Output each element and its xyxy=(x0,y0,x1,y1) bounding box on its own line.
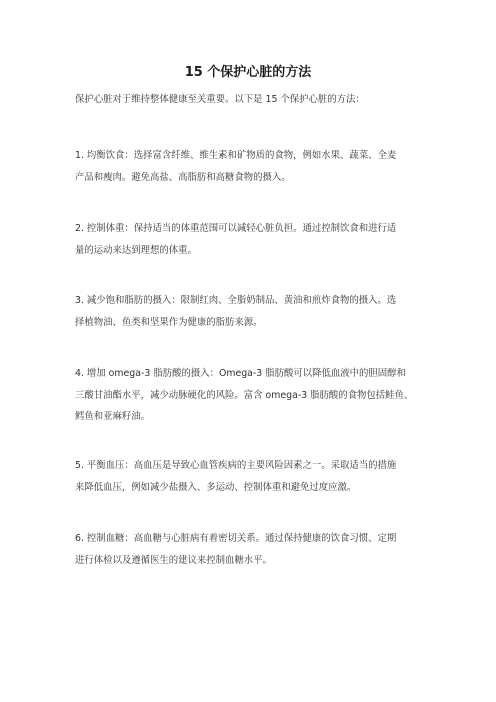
intro-paragraph: 保护心脏对于维持整体健康至关重要。以下是 15 个保护心脏的方法： xyxy=(75,94,365,105)
list-item-line: 6. 控制血糖：高血糖与心脏病有着密切关系。通过保持健康的饮食习惯、定期 xyxy=(75,533,397,544)
list-item-line: 择植物油、鱼类和坚果作为健康的脂肪来源。 xyxy=(75,316,263,328)
list-item-line: 5. 平衡血压：高血压是导致心血管疾病的主要风险因素之一。采取适当的措施 xyxy=(75,460,397,471)
document-title: 15 个保护心脏的方法 xyxy=(184,65,312,80)
list-item-1 xyxy=(75,145,425,188)
list-item-line: 进行体检以及遵循医生的建议来控制血糖水平。 xyxy=(75,554,272,566)
list-item-line: 4. 增加 omega-3 脂肪酸的摄入：Omega-3 脂肪酸可以降低血液中的胆固醇和 xyxy=(75,368,406,379)
list-item-5 xyxy=(75,455,425,498)
list-item-line: 3. 减少饱和脂肪的摄入：限制红肉、全脂奶制品、黄油和煎炸食物的摄入。选 xyxy=(75,295,397,306)
list-item-line: 2. 控制体重：保持适当的体重范围可以减轻心脏负担。通过控制饮食和进行适 xyxy=(75,223,397,234)
list-item-line: 来降低血压，例如减少盐摄入、多运动、控制体重和避免过度应激。 xyxy=(75,481,357,493)
list-item-line: 产品和瘦肉。避免高盐、高脂肪和高糖食物的摄入。 xyxy=(75,171,291,183)
list-item-3 xyxy=(75,290,425,333)
list-item-line: 1. 均衡饮食：选择富含纤维、维生素和矿物质的食物，例如水果、蔬菜、全麦 xyxy=(75,150,397,161)
list-item-line: 量的运动来达到理想的体重。 xyxy=(75,244,197,256)
list-item-line: 鳕鱼和亚麻籽油。 xyxy=(75,411,151,422)
list-item-4 xyxy=(75,363,425,428)
list-item-2 xyxy=(75,218,425,261)
list-item-line: 三酸甘油酯水平，减少动脉硬化的风险。富含 omega-3 脂肪酸的食物包括鲑鱼、 xyxy=(75,389,414,401)
list-item-6 xyxy=(75,528,425,571)
